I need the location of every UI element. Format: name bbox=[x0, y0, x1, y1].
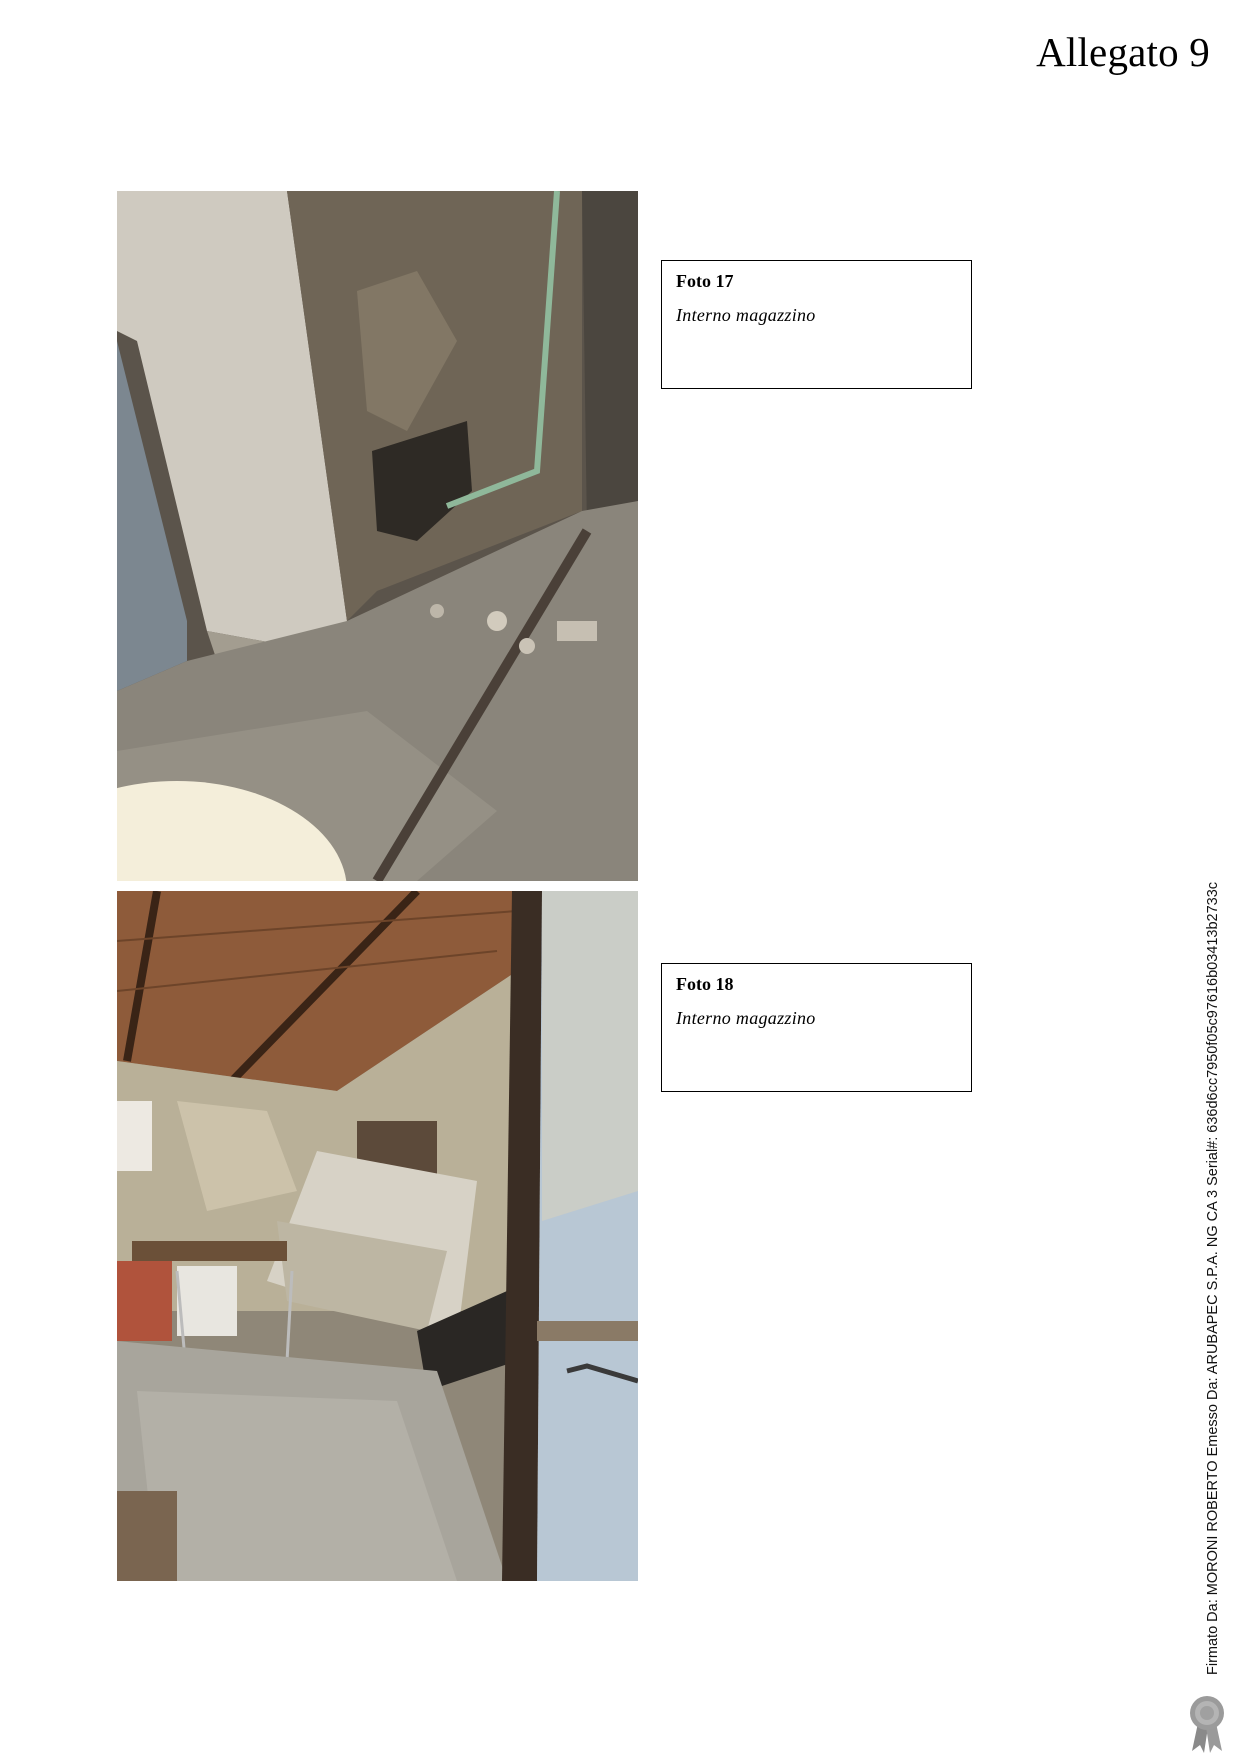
caption-text: Interno magazzino bbox=[676, 1008, 816, 1028]
caption-text: Interno magazzino bbox=[676, 305, 816, 325]
photo-17 bbox=[117, 191, 638, 881]
digital-signature-text: Firmato Da: MORONI ROBERTO Emesso Da: ARUBAPEC S.P.A. NG CA 3 Serial#: 636d6cc7950f05c97616b03413b2733c bbox=[1205, 881, 1221, 1675]
photo-18 bbox=[117, 891, 638, 1581]
caption-title: Foto 17 bbox=[676, 271, 734, 291]
page-title: Allegato 9 bbox=[1036, 29, 1210, 75]
caption-box-17 bbox=[661, 260, 972, 389]
seal-ribbon-icon bbox=[1184, 1693, 1230, 1753]
caption-title: Foto 18 bbox=[676, 974, 734, 994]
caption-box-18 bbox=[661, 963, 972, 1092]
